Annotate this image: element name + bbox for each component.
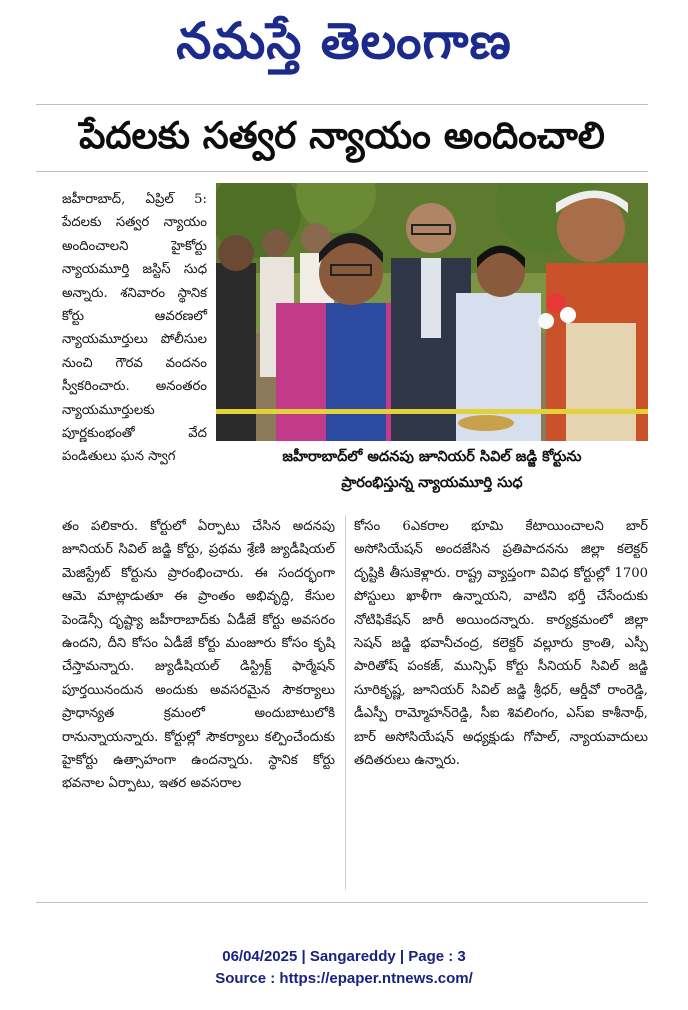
caption-line-1: జహీరాబాద్‌లో అదనపు జూనియర్ సివిల్ జడ్జి కోర్టును — [282, 449, 582, 465]
newspaper-masthead — [0, 6, 688, 76]
article-text-col3: కోసం 6ఎకరాల భూమి కేటాయించాలని బార్ అసోసియేషన్ అందజేసిన ప్రతిపాదనను జిల్లా కలెక్టర్ దృష్టికి తీసుకెళ్లారు. రాష్ట్ర వ్యాప్తంగా వివిధ కోర్టుల్లో 1700 పోస్టులు ఖాళీగా ఉన్నాయని, వాటిని భర్తీ చేసేందుకు నోటిఫికేషన్ జారీ అయిందన్నారు. కార్యక్రమంలో జిల్లా సెషన్ జడ్జి భవానీచంద్ర, కలెక్టర్ వల్లూరు క్రాంతి, ఎస్పీ పారితోష్ పంకజ్, మున్సిఫ్ కోర్టు సీనియర్ సివిల్ జడ్జి సూరికృష్ణ, జూనియర్ సివిల్ జడ్జి శ్రీధర్, ఆర్డీవో రాంరెడ్డి, డీఎస్పీ రామ్మోహన్‌రెడ్డి, సీఐ శివలింగం, ఎస్ఐ కాశీనాథ్, బార్ అసోసియేషన్ అధ్యక్షుడు గోపాల్, న్యాయవాదులు తదితరులు ఉన్నారు. — [354, 519, 648, 769]
article-column-1 — [62, 188, 207, 469]
caption-line-2: ప్రారంభిస్తున్న న్యాయమూర్తి సుధ — [341, 475, 523, 491]
article-headline: పేదలకు సత్వర న్యాయం అందించాలి — [79, 114, 605, 157]
headline-divider — [36, 171, 648, 172]
article-text-col2: తం పలికారు. కోర్టులో ఏర్పాటు చేసిన అదనపు జూనియర్ సివిల్ జడ్జి కోర్టు, ప్రథమ శ్రేణి జ్యుడీషియల్ మెజిస్ట్రేట్ కోర్టును ప్రారంభించారు. ఈ సందర్భంగా ఆమె మాట్లాడుతూ ఈ ప్రాంతం అభివృద్ధి, కేసుల పెండెన్సీ దృష్ట్యా జహీరాబాద్‌కు ఏడీజే కోర్టు అవసరం ఉందని, దీని కోసం ఏడీజే కోర్టు మంజూరు కోసం కృషి చేస్తామన్నారు. జ్యుడీషియల్ డిస్ట్రిక్ట్ ఫార్మేషన్ పూర్తయినందున అందుకు అవసరమైన సౌకర్యాలు ప్రాధాన్యత క్రమంలో అందుబాటులోకి రానున్నాయన్నారు. కోర్టుల్లో సౌకర్యాలు కల్పించేందుకు హైకోర్టు ఉత్సాహంగా ఉందన్నారు. స్థానిక కోర్టు భవనాల ఏర్పాటు, ఇతర అవసరాల — [62, 519, 335, 792]
photo-caption — [216, 444, 648, 506]
top-divider — [36, 104, 648, 105]
article-text-col1: జహీరాబాద్, ఏప్రిల్ 5: పేదలకు సత్వర న్యాయం అందించాలని హైకోర్టు న్యాయమూర్తి జస్టిస్ సుధ అన్నారు. శనివారం స్థానిక కోర్టు ఆవరణలో న్యాయమూర్తులు పోలీసుల నుంచి గౌరవ వందనం స్వీకరించారు. అనంతరం న్యాయమూర్తులకు పూర్ణకుంభంతో వేద పండితులు ఘన స్వాగ — [62, 192, 207, 465]
article-column-3 — [354, 515, 648, 772]
bottom-divider — [36, 902, 648, 903]
footer-source-link[interactable]: Source : https://epaper.ntnews.com/ — [215, 970, 473, 987]
column-divider — [345, 515, 346, 890]
article-column-2 — [62, 515, 335, 796]
masthead-title: నమస్తే తెలంగాణ — [176, 11, 512, 70]
footer-date-edition: 06/04/2025 | Sangareddy | Page : 3 — [222, 948, 466, 965]
news-photo — [216, 183, 648, 441]
photo-illustration — [216, 183, 648, 441]
